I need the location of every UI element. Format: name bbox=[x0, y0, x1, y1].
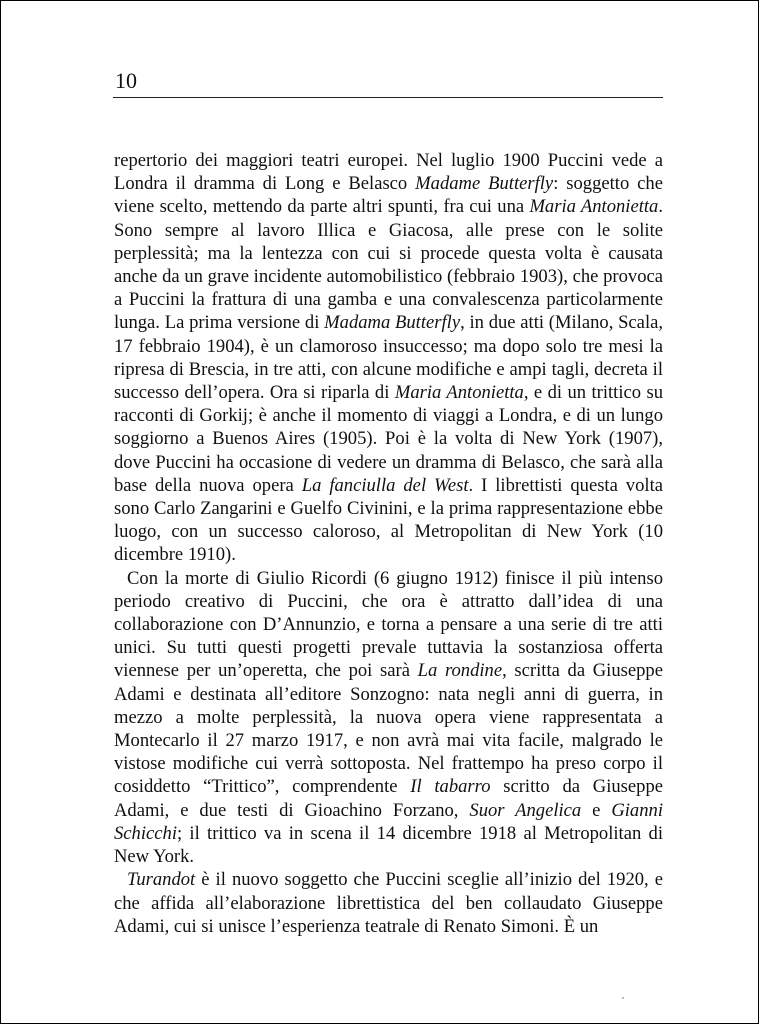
body-text bbox=[114, 149, 663, 938]
page-number: 10 bbox=[115, 68, 137, 93]
italic-title: La fanciulla del West bbox=[301, 474, 469, 496]
paragraph bbox=[114, 868, 663, 938]
text-run: repertorio dei maggiori teatri europei. Nel luglio 1900 Puccini vede a Londra il dramma di Long e Belasco bbox=[114, 150, 663, 195]
italic-title: Il tabarro bbox=[410, 776, 491, 798]
italic-title: La rondine bbox=[417, 660, 503, 682]
header-rule bbox=[113, 97, 663, 98]
text-run: . Sono sempre al lavoro Illica e Giacosa, alle prese con le solite perplessità; ma la lentezza con cui si procede questa volta è causata anche da un grave incidente automobilistico (febbraio 1903), che provoca a Puccini la frattura di una gamba e una convalescenza particolarmente lunga. La prima versione di bbox=[114, 196, 664, 334]
italic-title: Suor Angelica bbox=[469, 799, 582, 821]
text-run: , in due atti (Milano, Scala, 17 febbraio 1904), è un clamoroso insuccesso; ma dopo solo tre mesi la ripresa di Brescia, in tre atti, con alcune modifiche e ampi tagli, decreta il successo dell’opera. Ora si riparla di bbox=[114, 312, 664, 404]
text-run: . I librettisti questa volta sono Carlo Zangarini e Guelfo Civinini, e la prima rappresentazione ebbe luogo, con un successo caloroso, al Metropolitan di New York (10 dicembre 1910). bbox=[114, 474, 663, 566]
italic-title: Gianni Schicchi bbox=[114, 799, 663, 844]
scan-speck bbox=[622, 997, 624, 999]
text-run: scritto da Giuseppe Adami, e due testi di Gioachino Forzano, bbox=[114, 776, 663, 821]
text-run: : soggetto che viene scelto, mettendo da parte altri spunti, fra cui una bbox=[114, 173, 663, 218]
italic-title: Madame Butterfly bbox=[415, 173, 554, 195]
italic-title: Maria Antonietta bbox=[529, 196, 659, 218]
text-run: e bbox=[581, 799, 612, 821]
italic-title: Madama Butterfly bbox=[324, 312, 461, 334]
paragraph bbox=[114, 567, 663, 869]
text-run: è il nuovo soggetto che Puccini sceglie all’inizio del 1920, e che affida all’elaborazione librettistica del ben collaudato Giuseppe Adami, cui si unisce l’esperienza teatrale di Renato Simoni. È un bbox=[114, 869, 663, 937]
italic-title: Turandot bbox=[127, 869, 196, 891]
text-run: Con la morte di Giulio Ricordi (6 giugno 1912) finisce il più intenso periodo creativo di Puccini, che ora è attratto dall’idea di una collaborazione con D’Annunzio, e torna a pensare a una serie di tre atti unici. Su tutti questi progetti prevale tuttavia la sostanziosa offerta viennese per un’operetta, che poi sarà bbox=[114, 567, 663, 682]
text-run: , scritta da Giuseppe Adami e destinata all’editore Sonzogno: nata negli anni di guerra, in mezzo a molte perplessità, la nuova opera viene rappresentata a Montecarlo il 27 marzo 1917, e non avrà mai vita facile, malgrado le vistose modifiche cui verrà sottoposta. Nel frattempo ha preso corpo il cosiddetto “Trittico”, comprendente bbox=[114, 660, 663, 798]
text-run: ; il trittico va in scena il 14 dicembre 1918 al Metropolitan di New York. bbox=[114, 822, 663, 868]
italic-title: Maria Antonietta bbox=[394, 382, 524, 404]
text-run: , e di un trittico su racconti di Gorkij; è anche il momento di viaggi a Londra, e di un lungo soggiorno a Buenos Aires (1905). Poi è la volta di New York (1907), dove Puccini ha occasione di vedere un dramma di Belasco, che sarà alla base della nuova opera bbox=[114, 382, 663, 496]
paragraph bbox=[114, 149, 663, 567]
